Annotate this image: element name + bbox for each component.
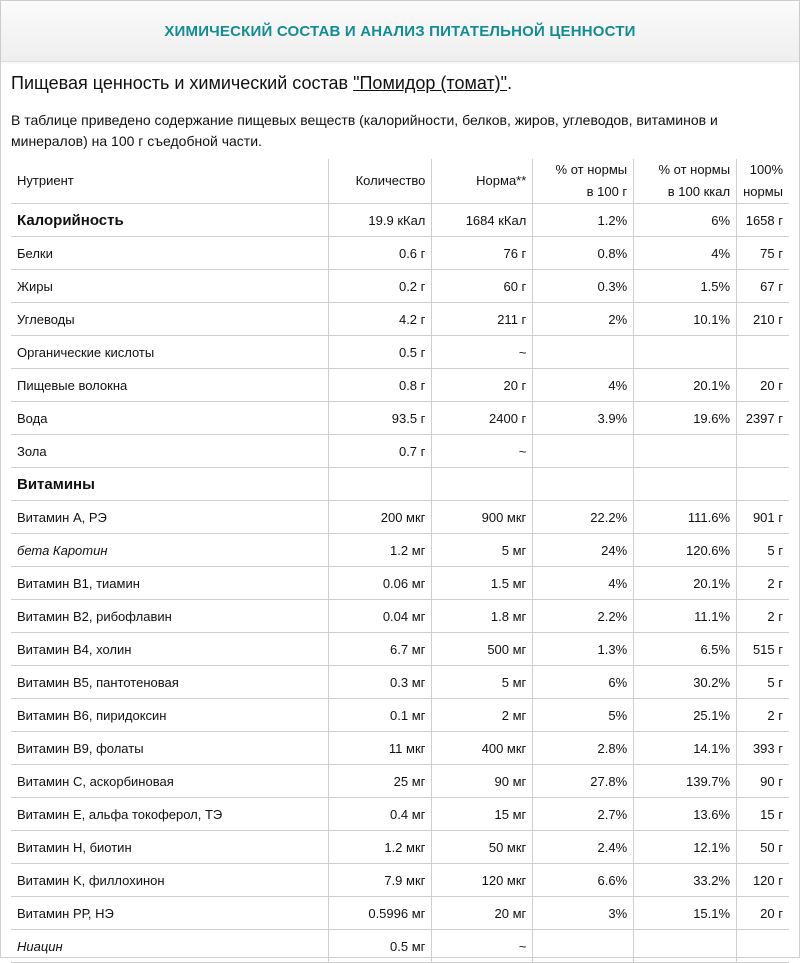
cell-amount: 0.5 мг <box>329 930 432 963</box>
cell-norm: 400 мкг <box>432 732 533 765</box>
cell-full-norm <box>737 435 789 468</box>
cell-nutrient: Ниацин <box>11 930 329 963</box>
cell-norm: 20 г <box>432 369 533 402</box>
cell-amount: 0.7 г <box>329 435 432 468</box>
cell-pct-100kcal: 25.1% <box>634 699 737 732</box>
cell-full-norm: 2 г <box>737 600 789 633</box>
cell-nutrient: Органические кислоты <box>11 336 329 369</box>
table-row <box>11 831 789 864</box>
cell-amount: 1.2 мг <box>329 534 432 567</box>
table-row <box>11 435 789 468</box>
table-row <box>11 864 789 897</box>
cell-nutrient: Витамин А, РЭ <box>11 501 329 534</box>
header-full-norm: 100% нормы <box>737 159 789 204</box>
table-row <box>11 567 789 600</box>
header-pct-100kcal: % от нормы в 100 ккал <box>634 159 737 204</box>
table-row <box>11 303 789 336</box>
cell-norm: 2 мг <box>432 699 533 732</box>
cell-pct-100kcal: 11.1% <box>634 600 737 633</box>
cell-norm: 5 мг <box>432 666 533 699</box>
cell-pct-100g: 0.8% <box>533 237 634 270</box>
cell-norm: 211 г <box>432 303 533 336</box>
cell-nutrient: Витамин РР, НЭ <box>11 897 329 930</box>
header-pct-100g: % от нормы в 100 г <box>533 159 634 204</box>
cell-pct-100kcal: 19.6% <box>634 402 737 435</box>
cell-pct-100kcal: 33.2% <box>634 864 737 897</box>
table-header-row <box>11 159 789 204</box>
cell-pct-100kcal: 20.1% <box>634 567 737 600</box>
header-nutrient: Нутриент <box>11 159 329 204</box>
cell-nutrient: Вода <box>11 402 329 435</box>
cell-nutrient: Витамин В6, пиридоксин <box>11 699 329 732</box>
cell-amount: 0.5 г <box>329 336 432 369</box>
cell-nutrient: Витамин K, филлохинон <box>11 864 329 897</box>
cell-nutrient: Витамины <box>11 468 329 501</box>
cell-amount: 0.4 мг <box>329 798 432 831</box>
table-row <box>11 633 789 666</box>
cell-pct-100kcal <box>634 336 737 369</box>
cell-full-norm: 15 г <box>737 798 789 831</box>
section-row <box>11 204 789 237</box>
cell-full-norm: 2 г <box>737 699 789 732</box>
cell-pct-100kcal: 10.1% <box>634 303 737 336</box>
cell-norm: 500 мг <box>432 633 533 666</box>
cell-norm: 2400 г <box>432 402 533 435</box>
banner-title: ХИМИЧЕСКИЙ СОСТАВ И АНАЛИЗ ПИТАТЕЛЬНОЙ ЦЕННОСТИ <box>164 22 636 40</box>
header-amount: Количество <box>329 159 432 204</box>
cell-pct-100g <box>533 336 634 369</box>
cell-pct-100kcal: 15.1% <box>634 897 737 930</box>
cell-nutrient: Витамин В1, тиамин <box>11 567 329 600</box>
table-row <box>11 336 789 369</box>
cell-full-norm: 20 г <box>737 897 789 930</box>
cell-nutrient: Зола <box>11 435 329 468</box>
cell-pct-100g: 5% <box>533 699 634 732</box>
cell-pct-100kcal: 4% <box>634 237 737 270</box>
cell-norm: ~ <box>432 930 533 963</box>
cell-norm: 20 мг <box>432 897 533 930</box>
cell-full-norm: 2397 г <box>737 402 789 435</box>
intro-text: В таблице приведено содержание пищевых веществ (калорийности, белков, жиров, углеводов, витаминов и минералов) на 100 г съедобной части. <box>11 112 718 149</box>
cell-pct-100kcal: 6.5% <box>634 633 737 666</box>
cell-full-norm: 75 г <box>737 237 789 270</box>
table-row <box>11 798 789 831</box>
cell-amount: 4.2 г <box>329 303 432 336</box>
cell-nutrient: Витамин В5, пантотеновая <box>11 666 329 699</box>
cell-full-norm: 515 г <box>737 633 789 666</box>
cell-pct-100g <box>533 435 634 468</box>
cell-pct-100g: 27.8% <box>533 765 634 798</box>
cell-pct-100kcal <box>634 435 737 468</box>
cell-nutrient: Витамин В4, холин <box>11 633 329 666</box>
cell-pct-100kcal: 139.7% <box>634 765 737 798</box>
cell-pct-100kcal: 14.1% <box>634 732 737 765</box>
cell-norm: 900 мкг <box>432 501 533 534</box>
cell-full-norm: 5 г <box>737 666 789 699</box>
cell-norm: 15 мг <box>432 798 533 831</box>
table-row <box>11 402 789 435</box>
cell-nutrient: Витамин Е, альфа токоферол, ТЭ <box>11 798 329 831</box>
cell-pct-100kcal <box>634 468 737 501</box>
cell-pct-100g: 6.6% <box>533 864 634 897</box>
cell-pct-100kcal: 6% <box>634 204 737 237</box>
product-link[interactable]: "Помидор (томат)" <box>353 73 508 93</box>
cell-amount: 25 мг <box>329 765 432 798</box>
table-row <box>11 501 789 534</box>
cell-pct-100g: 4% <box>533 369 634 402</box>
cell-full-norm: 20 г <box>737 369 789 402</box>
section-row <box>11 468 789 501</box>
cell-pct-100g: 2.2% <box>533 600 634 633</box>
cell-amount: 1.2 мкг <box>329 831 432 864</box>
cell-nutrient: Белки <box>11 237 329 270</box>
cell-full-norm: 90 г <box>737 765 789 798</box>
cell-norm: ~ <box>432 435 533 468</box>
cell-nutrient: Витамин H, биотин <box>11 831 329 864</box>
cell-norm: 1.5 мг <box>432 567 533 600</box>
nutrition-table <box>11 159 789 963</box>
cell-norm: 60 г <box>432 270 533 303</box>
cell-amount: 93.5 г <box>329 402 432 435</box>
table-row <box>11 666 789 699</box>
cell-pct-100g: 1.3% <box>533 633 634 666</box>
cell-amount: 0.1 мг <box>329 699 432 732</box>
cell-full-norm: 210 г <box>737 303 789 336</box>
cell-pct-100kcal: 111.6% <box>634 501 737 534</box>
cell-pct-100g: 24% <box>533 534 634 567</box>
cell-norm: 120 мкг <box>432 864 533 897</box>
cell-pct-100g: 6% <box>533 666 634 699</box>
cell-full-norm <box>737 336 789 369</box>
cell-pct-100kcal: 12.1% <box>634 831 737 864</box>
cell-full-norm: 2 г <box>737 567 789 600</box>
cell-full-norm: 120 г <box>737 864 789 897</box>
cell-full-norm: 1658 г <box>737 204 789 237</box>
cell-pct-100g: 2.4% <box>533 831 634 864</box>
cell-pct-100kcal: 20.1% <box>634 369 737 402</box>
cell-pct-100g: 2% <box>533 303 634 336</box>
header-norm: Норма** <box>432 159 533 204</box>
cell-pct-100kcal: 13.6% <box>634 798 737 831</box>
cell-pct-100kcal: 120.6% <box>634 534 737 567</box>
cell-nutrient: Калорийность <box>11 204 329 237</box>
cell-full-norm: 67 г <box>737 270 789 303</box>
cell-pct-100g: 3.9% <box>533 402 634 435</box>
cell-nutrient: Витамин C, аскорбиновая <box>11 765 329 798</box>
cell-nutrient: Витамин В2, рибофлавин <box>11 600 329 633</box>
cell-amount: 0.5996 мг <box>329 897 432 930</box>
cell-amount: 0.8 г <box>329 369 432 402</box>
cell-amount: 200 мкг <box>329 501 432 534</box>
cell-amount: 7.9 мкг <box>329 864 432 897</box>
cell-norm: 90 мг <box>432 765 533 798</box>
section-banner <box>1 1 799 62</box>
table-row <box>11 237 789 270</box>
cell-amount <box>329 468 432 501</box>
cell-nutrient: Витамин В9, фолаты <box>11 732 329 765</box>
table-row <box>11 270 789 303</box>
table-row <box>11 534 789 567</box>
main-content <box>1 70 799 963</box>
cell-nutrient: Углеводы <box>11 303 329 336</box>
cell-full-norm: 901 г <box>737 501 789 534</box>
table-row <box>11 699 789 732</box>
cell-amount: 11 мкг <box>329 732 432 765</box>
cell-norm: 50 мкг <box>432 831 533 864</box>
cell-nutrient: Жиры <box>11 270 329 303</box>
table-row <box>11 600 789 633</box>
cell-nutrient: бета Каротин <box>11 534 329 567</box>
cell-pct-100kcal: 1.5% <box>634 270 737 303</box>
title-prefix: Пищевая ценность и химический состав <box>11 73 354 93</box>
cell-norm: 1.8 мг <box>432 600 533 633</box>
page-title <box>11 70 789 96</box>
title-suffix: . <box>507 73 513 93</box>
table-row <box>11 765 789 798</box>
table-row <box>11 369 789 402</box>
cell-nutrient: Пищевые волокна <box>11 369 329 402</box>
cell-norm: 5 мг <box>432 534 533 567</box>
cell-norm: ~ <box>432 336 533 369</box>
cell-amount: 0.3 мг <box>329 666 432 699</box>
cell-full-norm: 5 г <box>737 534 789 567</box>
cell-amount: 19.9 кКал <box>329 204 432 237</box>
table-row <box>11 732 789 765</box>
cell-pct-100g: 0.3% <box>533 270 634 303</box>
cell-pct-100g: 4% <box>533 567 634 600</box>
cell-pct-100kcal: 30.2% <box>634 666 737 699</box>
cell-full-norm: 393 г <box>737 732 789 765</box>
cell-norm <box>432 468 533 501</box>
cell-pct-100g: 2.8% <box>533 732 634 765</box>
cell-amount: 6.7 мг <box>329 633 432 666</box>
table-row <box>11 897 789 930</box>
cell-amount: 0.2 г <box>329 270 432 303</box>
cell-pct-100g <box>533 468 634 501</box>
cell-amount: 0.06 мг <box>329 567 432 600</box>
cell-norm: 1684 кКал <box>432 204 533 237</box>
cell-amount: 0.6 г <box>329 237 432 270</box>
cell-pct-100g: 2.7% <box>533 798 634 831</box>
cell-full-norm <box>737 468 789 501</box>
cell-amount: 0.04 мг <box>329 600 432 633</box>
cell-pct-100g: 22.2% <box>533 501 634 534</box>
cell-pct-100g: 1.2% <box>533 204 634 237</box>
cell-norm: 76 г <box>432 237 533 270</box>
cell-pct-100g: 3% <box>533 897 634 930</box>
cell-full-norm: 50 г <box>737 831 789 864</box>
